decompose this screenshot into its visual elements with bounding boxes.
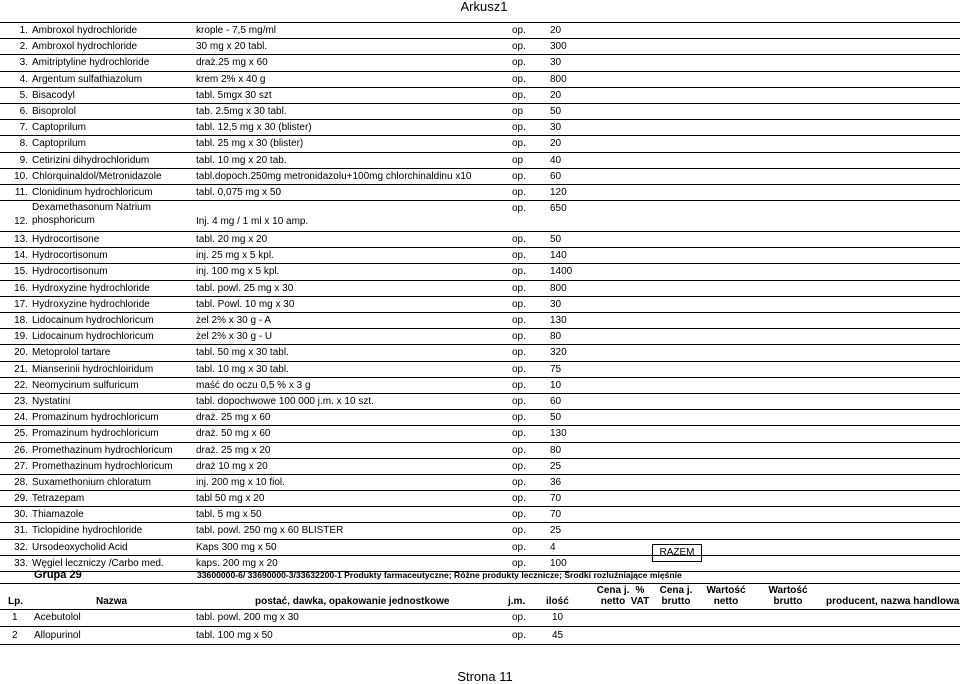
row-name: Metoprolol tartare <box>32 347 111 359</box>
row-unit: op. <box>512 282 526 294</box>
row-unit: op. <box>512 493 526 505</box>
row-description: inj. 200 mg x 10 fiol. <box>196 476 285 488</box>
row-description: tabl. 5mgx 30 szt <box>196 89 272 101</box>
row-unit: op. <box>512 234 526 246</box>
group-row-no: 1 <box>12 612 18 623</box>
table-row <box>0 459 960 475</box>
row-number: 30. <box>14 509 28 521</box>
row-quantity: 800 <box>550 282 567 294</box>
group-row-name: Allopurinol <box>34 630 81 641</box>
row-quantity: 75 <box>550 363 562 375</box>
row-unit: op. <box>512 557 526 569</box>
row-name: Thiamazole <box>32 509 84 521</box>
row-name: Argentum sulfathiazolum <box>32 73 143 85</box>
table-row <box>0 104 960 120</box>
razem-label: RAZEM <box>659 547 695 558</box>
header-wartosc-brutto: Wartość brutto <box>768 585 808 607</box>
row-quantity: 20 <box>550 25 562 36</box>
row-number: 10. <box>14 170 28 182</box>
row-unit: op. <box>512 186 526 198</box>
table-row <box>0 426 960 442</box>
row-name: Bisoprolol <box>32 105 76 117</box>
row-number: 4. <box>19 73 28 85</box>
table-row <box>0 523 960 539</box>
table-row <box>0 491 960 507</box>
row-quantity: 30 <box>550 57 562 69</box>
row-name: Ticlopidine hydrochloride <box>32 525 143 537</box>
row-name: Hydrocortisone <box>32 234 100 246</box>
group-row-desc: tabl. 100 mg x 50 <box>196 630 273 641</box>
row-name: Ambroxol hydrochloride <box>32 25 138 36</box>
row-unit: op. <box>512 395 526 407</box>
row-number: 3. <box>19 57 28 69</box>
table-row <box>0 329 960 345</box>
table-row <box>0 378 960 394</box>
row-unit: op <box>512 154 524 166</box>
row-description: Inj. 4 mg / 1 ml x 10 amp. <box>196 216 309 228</box>
row-unit: op. <box>512 138 526 150</box>
header-cena-brutto: Cena j. brutto <box>659 585 693 607</box>
group-row-desc: tabl. powl. 200 mg x 30 <box>196 612 299 623</box>
row-unit: op. <box>512 298 526 310</box>
row-description: draż. 50 mg x 60 <box>196 428 271 440</box>
row-description: draż.25 mg x 60 <box>196 57 268 69</box>
table-row <box>0 507 960 523</box>
row-unit: op. <box>512 89 526 101</box>
row-description: tabl. Powl. 10 mg x 30 <box>196 298 295 310</box>
group-label: Grupa 29 <box>34 569 82 581</box>
row-quantity: 50 <box>550 234 562 246</box>
row-number: 12. <box>14 216 28 228</box>
group-row-unit: op. <box>512 612 526 623</box>
table-row <box>0 72 960 88</box>
row-quantity: 10 <box>550 379 562 391</box>
table-row <box>0 540 960 556</box>
razem-box <box>652 544 702 562</box>
row-unit: op. <box>512 363 526 375</box>
row-description: tabl. 12,5 mg x 30 (blister) <box>196 122 312 134</box>
row-name: Bisacodyl <box>32 89 75 101</box>
table-row <box>0 394 960 410</box>
row-description: tabl. 0,075 mg x 50 <box>196 186 282 198</box>
row-unit: op. <box>512 476 526 488</box>
row-unit: op. <box>512 412 526 424</box>
row-description: inj. 25 mg x 5 kpl. <box>196 250 274 262</box>
row-number: 32. <box>14 541 28 553</box>
row-description: 30 mg x 20 tabl. <box>196 41 268 53</box>
row-name: Mianserinii hydrochloiridum <box>32 363 154 375</box>
header-nazwa: Nazwa <box>96 596 128 607</box>
row-quantity: 50 <box>550 105 562 117</box>
row-name: Lidocainum hydrochloricum <box>32 331 154 343</box>
row-number: 16. <box>14 282 28 294</box>
row-unit: op. <box>512 122 526 134</box>
row-description: tabl. powl. 250 mg x 60 BLISTER <box>196 525 344 537</box>
row-description: tabl. 50 mg x 30 tabl. <box>196 347 289 359</box>
row-quantity: 300 <box>550 41 567 53</box>
row-description: tabl. 20 mg x 20 <box>196 234 268 246</box>
row-unit: op. <box>512 250 526 262</box>
row-description: tabl 50 mg x 20 <box>196 493 265 505</box>
group-row-qty: 10 <box>552 612 564 623</box>
row-unit: op. <box>512 379 526 391</box>
row-description: tabl. 5 mg x 50 <box>196 509 262 521</box>
row-name: Dexamethasonum Natrium phosphoricum <box>32 202 151 227</box>
row-name: Hydrocortisonum <box>32 266 108 278</box>
row-quantity: 36 <box>550 476 562 488</box>
row-unit: op. <box>512 41 526 53</box>
table-row <box>0 153 960 169</box>
row-description: żel 2% x 30 g - U <box>196 331 273 343</box>
row-quantity: 320 <box>550 347 567 359</box>
row-number: 19. <box>14 331 28 343</box>
row-number: 9. <box>19 154 28 166</box>
row-unit: op. <box>512 460 526 472</box>
row-unit: op. <box>512 331 526 343</box>
row-number: 23. <box>14 395 28 407</box>
row-unit: op. <box>512 170 526 182</box>
page-footer: Strona 11 <box>457 669 513 684</box>
row-description: Kaps 300 mg x 50 <box>196 541 277 553</box>
row-name: Nystatini <box>32 395 71 407</box>
row-name: Ambroxol hydrochloride <box>32 41 138 53</box>
row-number: 13. <box>14 234 28 246</box>
row-quantity: 140 <box>550 250 567 262</box>
row-quantity: 30 <box>550 122 562 134</box>
row-quantity: 60 <box>550 395 562 407</box>
row-name: Tetrazepam <box>32 493 85 505</box>
table-row <box>0 345 960 361</box>
row-number: 26. <box>14 444 28 456</box>
row-name: Ursodeoxycholid Acid <box>32 541 128 553</box>
row-description: tabl.dopoch.250mg metronidazolu+100mg chlorchinaldinu x10 <box>196 170 472 182</box>
row-name: Clonidinum hydrochloricum <box>32 186 153 198</box>
row-number: 22. <box>14 379 28 391</box>
group-row <box>0 609 960 627</box>
row-quantity: 130 <box>550 428 567 440</box>
row-quantity: 650 <box>550 203 567 215</box>
row-name: Promethazinum hydrochloricum <box>32 460 173 472</box>
row-name: Promazinum hydrochloricum <box>32 412 159 424</box>
row-description: tab. 2.5mg x 30 tabl. <box>196 105 287 117</box>
header-producent: producent, nazwa handlowa <box>826 596 960 607</box>
row-number: 18. <box>14 315 28 326</box>
row-quantity: 800 <box>550 73 567 85</box>
table-row <box>0 410 960 426</box>
row-name: Captoprilum <box>32 122 86 134</box>
row-name: Lidocainum hydrochloricum <box>32 315 154 326</box>
row-number: 25. <box>14 428 28 440</box>
table-row <box>0 248 960 264</box>
table-row <box>0 120 960 136</box>
row-quantity: 30 <box>550 298 562 310</box>
row-description: tabl. 25 mg x 30 (blister) <box>196 138 304 150</box>
row-description: maść do oczu 0,5 % x 3 g <box>196 379 311 391</box>
row-number: 15. <box>14 266 28 278</box>
row-description: krople - 7,5 mg/ml <box>196 25 277 36</box>
row-name: Captoprilum <box>32 138 86 150</box>
row-number: 21. <box>14 363 28 375</box>
row-description: tabl. 10 mg x 30 tabl. <box>196 363 289 375</box>
header-ilosc: ilość <box>546 596 569 607</box>
row-number: 6. <box>19 105 28 117</box>
row-quantity: 25 <box>550 460 562 472</box>
row-description: draż 10 mg x 20 <box>196 460 268 472</box>
row-unit: op. <box>512 266 526 278</box>
row-name: Cetirizini dihydrochloridum <box>32 154 150 166</box>
row-description: krem 2% x 40 g <box>196 73 266 85</box>
row-name: Hydroxyzine hydrochloride <box>32 282 150 294</box>
row-number: 17. <box>14 298 28 310</box>
row-quantity: 1400 <box>550 266 573 278</box>
table-row <box>0 264 960 280</box>
table-row <box>0 39 960 55</box>
row-number: 31. <box>14 525 28 537</box>
row-number: 29. <box>14 493 28 505</box>
table-row <box>0 136 960 152</box>
row-name: Promazinum hydrochloricum <box>32 428 159 440</box>
row-unit: op. <box>512 315 526 326</box>
table-row <box>0 169 960 185</box>
table-row <box>0 88 960 104</box>
row-description: draż. 25 mg x 20 <box>196 444 271 456</box>
header-lp: Lp. <box>8 596 23 607</box>
row-unit: op. <box>512 444 526 456</box>
table-row <box>0 201 960 232</box>
row-number: 5. <box>19 89 28 101</box>
row-quantity: 25 <box>550 525 562 537</box>
row-quantity: 50 <box>550 412 562 424</box>
header-wartosc-netto: Wartość netto <box>706 585 746 607</box>
row-name: Neomycinum sulfuricum <box>32 379 139 391</box>
row-number: 7. <box>19 122 28 134</box>
row-number: 8. <box>19 138 28 150</box>
row-unit: op. <box>512 525 526 537</box>
table-row <box>0 281 960 297</box>
row-description: kaps. 200 mg x 20 <box>196 557 278 569</box>
row-unit: op. <box>512 203 526 215</box>
row-quantity: 20 <box>550 138 562 150</box>
group-description: 33600000-6/ 33690000-3/33632200-1 Produkty farmaceutyczne; Różne produkty lecznicze; Środki rozluźniające mięśnie <box>197 570 682 580</box>
row-number: 33. <box>14 557 28 569</box>
header-vat: % VAT <box>630 585 650 607</box>
row-number: 20. <box>14 347 28 359</box>
row-description: tabl. dopochwowe 100 000 j.m. x 10 szt. <box>196 395 374 407</box>
row-quantity: 20 <box>550 89 562 101</box>
row-description: żel 2% x 30 g - A <box>196 315 272 326</box>
row-quantity: 100 <box>550 557 567 569</box>
row-name: Hydroxyzine hydrochloride <box>32 298 150 310</box>
row-number: 2. <box>19 41 28 53</box>
row-description: tabl. 10 mg x 20 tab. <box>196 154 287 166</box>
row-description: tabl. powl. 25 mg x 30 <box>196 282 294 294</box>
row-unit: op. <box>512 73 526 85</box>
row-quantity: 70 <box>550 493 562 505</box>
row-number: 24. <box>14 412 28 424</box>
group-table-header <box>0 583 960 610</box>
row-number: 27. <box>14 460 28 472</box>
row-unit: op <box>512 105 524 117</box>
row-name: Hydrocortisonum <box>32 250 108 262</box>
group-row-name: Acebutolol <box>34 612 81 623</box>
group-row-unit: op. <box>512 630 526 641</box>
row-number: 11. <box>14 186 28 198</box>
row-quantity: 120 <box>550 186 567 198</box>
items-table <box>0 22 960 572</box>
row-quantity: 70 <box>550 509 562 521</box>
row-quantity: 130 <box>550 315 567 326</box>
table-row <box>0 297 960 313</box>
row-unit: op. <box>512 509 526 521</box>
row-name: Suxamethonium chloratum <box>32 476 151 488</box>
row-number: 1. <box>19 25 28 36</box>
row-quantity: 60 <box>550 170 562 182</box>
row-unit: op. <box>512 541 526 553</box>
row-name: Węgiel leczniczy /Carbo med. <box>32 557 164 569</box>
row-name: Promethazinum hydrochloricum <box>32 444 173 456</box>
row-quantity: 40 <box>550 154 562 166</box>
table-row <box>0 232 960 248</box>
table-row <box>0 185 960 201</box>
table-row <box>0 313 960 329</box>
row-quantity: 4 <box>550 541 556 553</box>
row-unit: op. <box>512 25 526 36</box>
header-cena-netto: Cena j. netto <box>596 585 630 607</box>
table-row <box>0 22 960 39</box>
row-unit: op. <box>512 57 526 69</box>
table-row <box>0 362 960 378</box>
table-row <box>0 475 960 491</box>
row-number: 14. <box>14 250 28 262</box>
row-description: inj. 100 mg x 5 kpl. <box>196 266 280 278</box>
header-jm: j.m. <box>508 596 526 607</box>
group-row-no: 2 <box>12 630 18 641</box>
row-description: draż. 25 mg x 60 <box>196 412 271 424</box>
row-name: Amitriptyline hydrochloride <box>32 57 150 69</box>
group-row-qty: 45 <box>552 630 564 641</box>
row-unit: op. <box>512 428 526 440</box>
table-row <box>0 443 960 459</box>
group-row <box>0 627 960 645</box>
row-number: 28. <box>14 476 28 488</box>
row-quantity: 80 <box>550 444 562 456</box>
row-quantity: 80 <box>550 331 562 343</box>
table-row <box>0 55 960 71</box>
row-unit: op. <box>512 347 526 359</box>
sheet-title: Arkusz1 <box>460 0 508 14</box>
header-postac: postać, dawka, opakowanie jednostkowe <box>255 596 450 607</box>
row-name: Chlorquinaldol/Metronidazole <box>32 170 162 182</box>
